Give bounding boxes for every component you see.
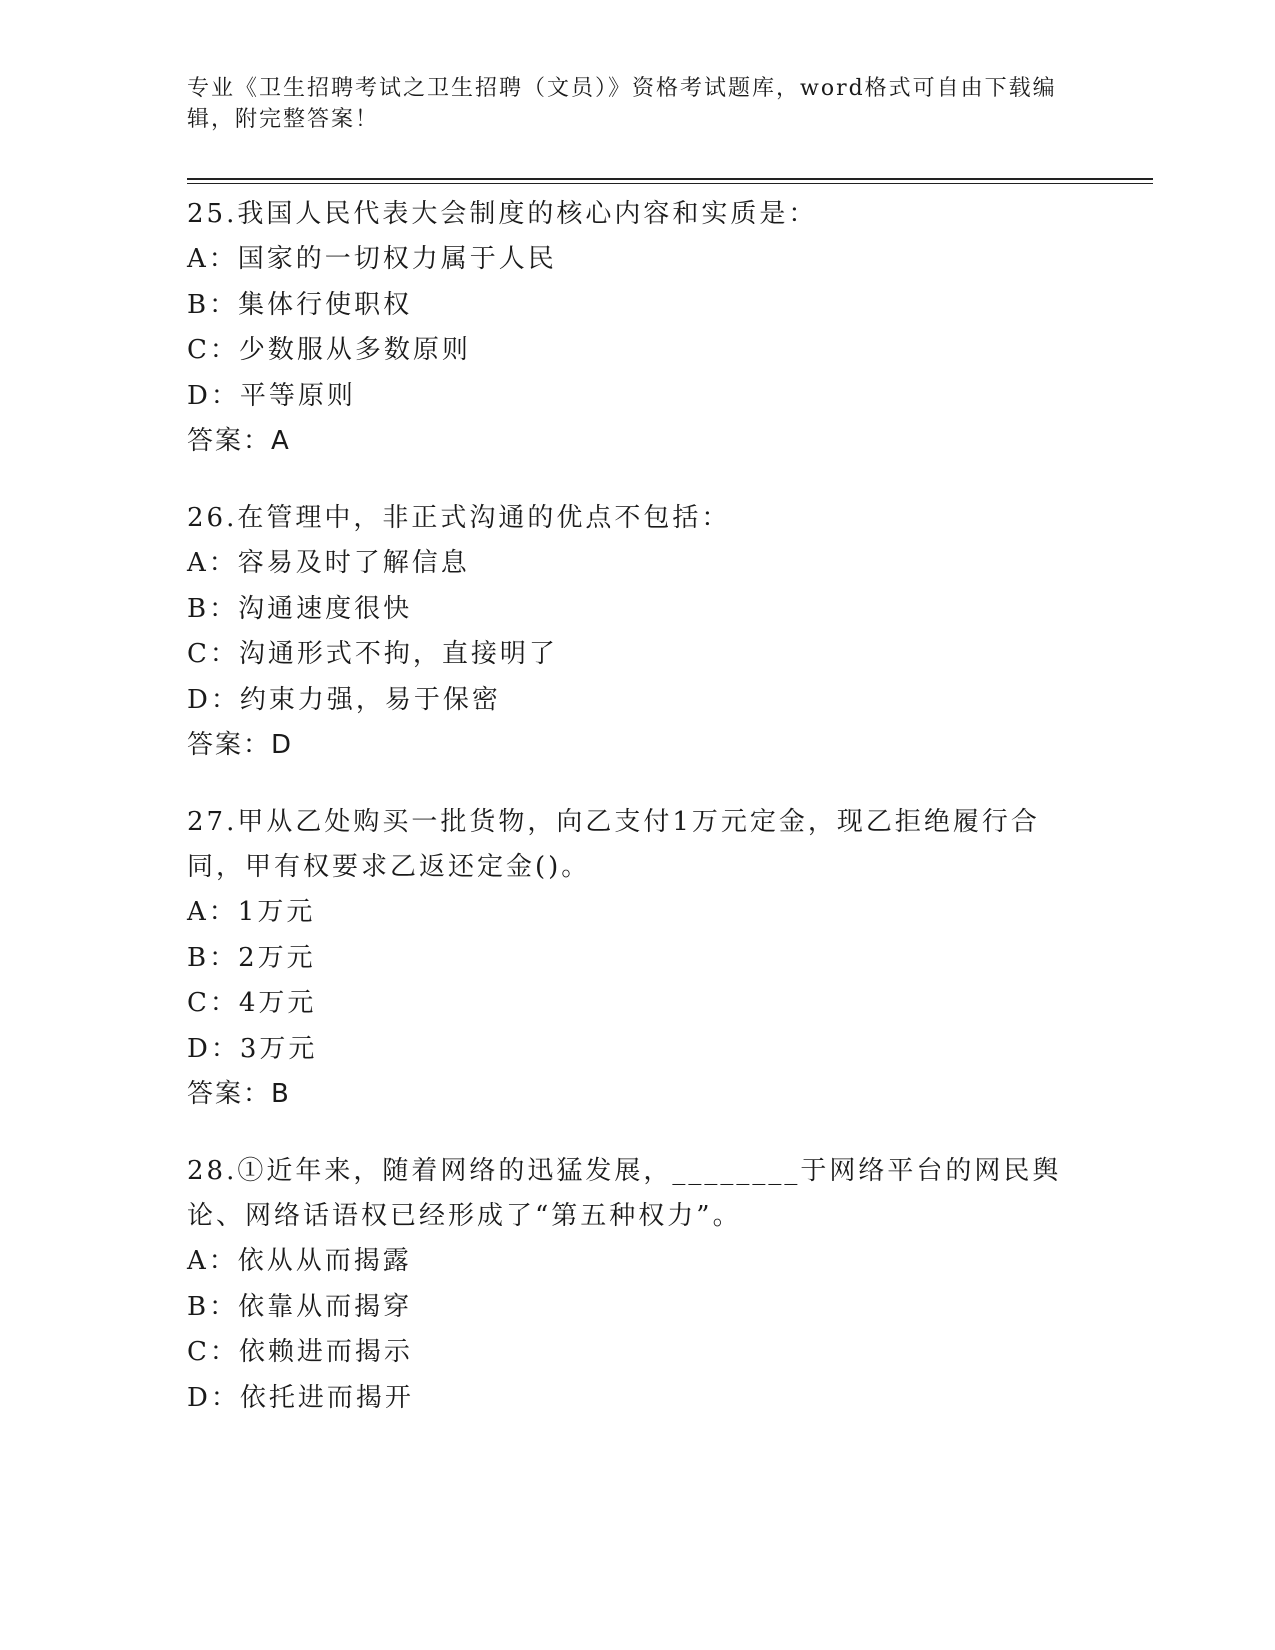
header-divider-thick: [187, 178, 1153, 180]
option-b: B：沟通速度很快: [187, 593, 413, 624]
question-26: [187, 496, 1087, 768]
option-c: C：4万元: [187, 988, 317, 1018]
option-a: A：1万元: [187, 897, 316, 927]
option-a: A：容易及时了解信息: [187, 548, 470, 578]
option-b: B：依靠从而揭穿: [187, 1291, 413, 1322]
option-c: C：依赖进而揭示: [187, 1337, 413, 1367]
question-stem: 27.甲从乙处购买一批货物，向乙支付1万元定金，现乙拒绝履行合同，甲有权要求乙返还定金()。: [187, 807, 1040, 882]
option-b: B：集体行使职权: [187, 289, 413, 320]
option-d: D：依托进而揭开: [187, 1382, 414, 1413]
option-c: C：沟通形式不拘，直接明了: [187, 639, 558, 669]
answer-line: 答案：B: [187, 1079, 291, 1109]
option-d: D：平等原则: [187, 380, 356, 411]
option-b: B：2万元: [187, 942, 316, 973]
question-stem: 25.我国人民代表大会制度的核心内容和实质是：: [187, 199, 818, 229]
question-27: [187, 800, 1087, 1117]
option-c: C：少数服从多数原则: [187, 335, 471, 365]
question-25: [187, 192, 1087, 464]
document-header: 专业《卫生招聘考试之卫生招聘（文员）》资格考试题库，word格式可自由下载编辑，附完整答案！: [187, 76, 1057, 132]
option-d: D：3万元: [187, 1033, 318, 1064]
question-stem: 28.①近年来，随着网络的迅猛发展，________于网络平台的网民舆论、网络话语权已经形成了“第五种权力”。: [187, 1156, 1062, 1231]
option-a: A：国家的一切权力属于人民: [187, 244, 557, 274]
header-divider-thin: [187, 183, 1153, 184]
question-28: [187, 1149, 1087, 1421]
question-stem: 26.在管理中，非正式沟通的优点不包括：: [187, 503, 731, 533]
answer-line: 答案：D: [187, 730, 294, 760]
option-d: D：约束力强，易于保密: [187, 684, 501, 715]
option-a: A：依从从而揭露: [187, 1246, 412, 1276]
answer-line: 答案：A: [187, 426, 291, 456]
question-list: [187, 192, 1087, 1453]
